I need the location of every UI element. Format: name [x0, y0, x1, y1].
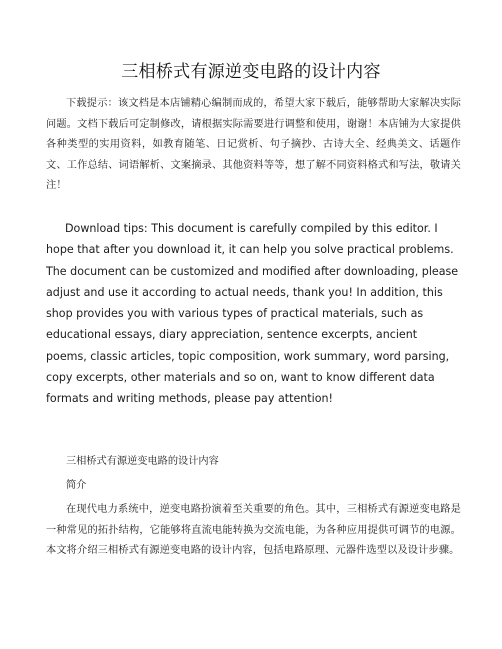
section-heading-intro: 简介 — [66, 480, 87, 491]
document-subtitle: 三相桥式有源逆变电路的设计内容 — [66, 456, 219, 467]
document-title: 三相桥式有源逆变电路的设计内容 — [121, 62, 381, 82]
download-notice-english: Download tips: This document is carefully compiled by this editor. I hope that after you download it, it can help you solve practical problems. The document can be customized and modified after downloading, please adjust and use it according to actual needs, thank you! In addition, this shop provides you with various types of practical materials, such as educational essays, diary appreciation, sentence excerpts, ancient poems, classic articles, topic composition, work summary, word parsing, copy excerpts, other materials and so on, want to know different data formats and writing methods, please pay attention! — [46, 222, 459, 406]
download-notice-chinese: 下载提示：该文档是本店铺精心编制而成的，希望大家下载后，能够帮助大家解决实际问题。文档下载后可定制修改，请根据实际需要进行调整和使用，谢谢！本店铺为大家提供各种类型的实用资料，如教育随笔、日记赏析、句子摘抄、古诗大全、经典美文、话题作文、工作总结、词语解析、文案摘录、其他资料等等，想了解不同资料格式和写法，敬请关注！ — [46, 98, 461, 191]
intro-paragraph: 在现代电力系统中，逆变电路扮演着至关重要的角色。其中，三相桥式有源逆变电路是一种常见的拓扑结构，它能够将直流电能转换为交流电能，为各种应用提供可调节的电源。本文将介绍三相桥式有源逆变电路的设计内容，包括电路原理、元器件选型以及设计步骤。 — [46, 504, 461, 556]
